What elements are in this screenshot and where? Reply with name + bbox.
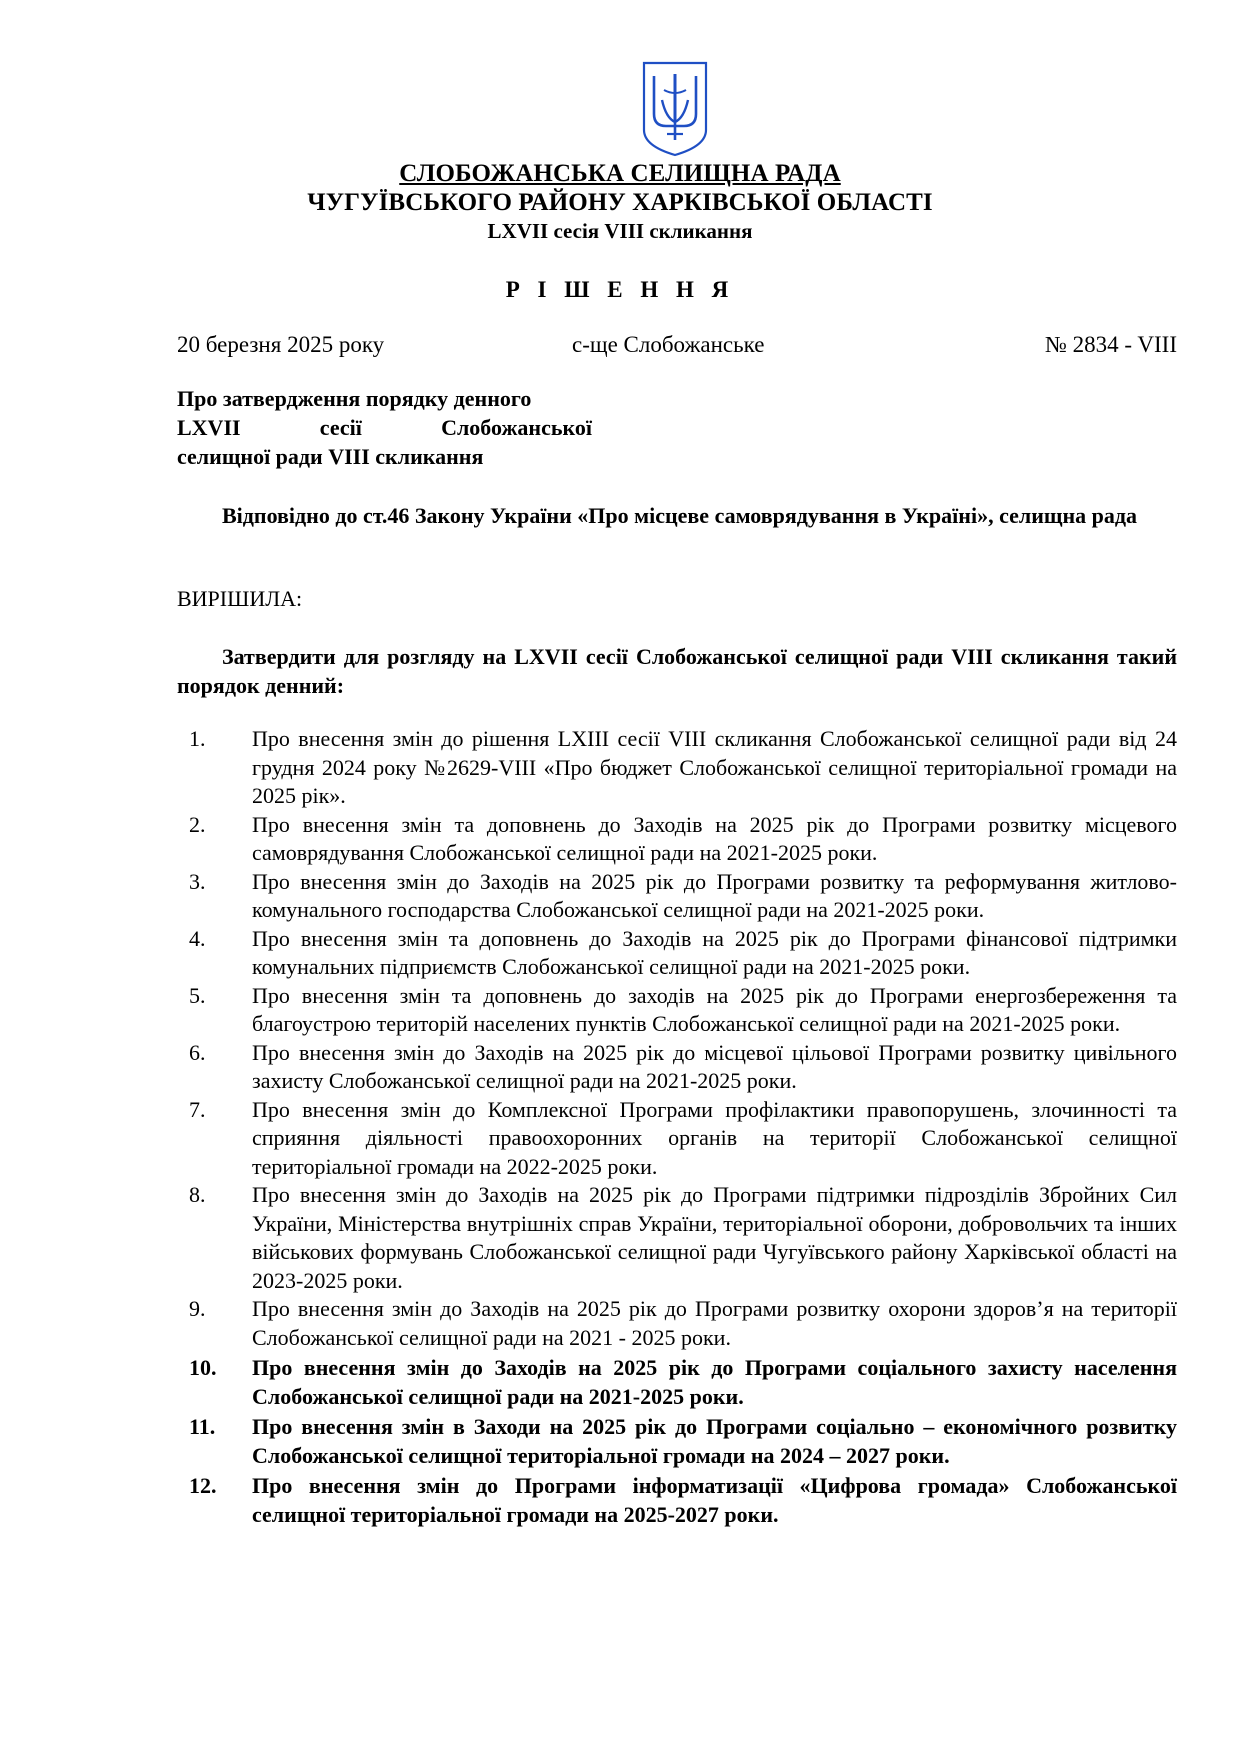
agenda-item [177,725,1177,811]
document-type: Р І Ш Е Н Н Я [505,277,735,302]
subject-line-3: селищної ради VIII скликання [177,444,484,469]
agenda-item [177,1471,1177,1529]
approve-statement: Затвердити для розгляду на LXVII сесії Слобожанської селищної ради VIII скликання такий порядок денний: [177,644,1177,698]
district-name: ЧУГУЇВСЬКОГО РАЙОНУ ХАРКІВСЬКОЇ ОБЛАСТІ [307,189,933,216]
document-date: 20 березня 2025 року [177,332,385,357]
agenda-item-text: Про внесення змін до Програми інформатизації «Цифрова громада» Слобожанської селищної територіальної громади на 2025-2027 роки. [252,1473,1177,1527]
agenda-item-text: Про внесення змін в Заходи на 2025 рік до Програми соціально – економічного розвитку Слобожанської селищної територіальної громади на 2024 – 2027 роки. [252,1414,1177,1468]
agenda-item-text: Про внесення змін до Заходів на 2025 рік до Програми підтримки підрозділів Збройних Сил України, Міністерства внутрішніх справ України, територіальної оборони, добровольчих та інших військових формувань Слобожанської селищної ради Чугуївського району Харківської області на 2023-2025 роки. [252,1182,1177,1293]
agenda-item-number: 6. [189,1039,206,1065]
agenda-item-text: Про внесення змін до Заходів на 2025 рік до місцевої цільової Програми розвитку цивільного захисту Слобожанської селищної ради на 2021-2025 роки. [252,1039,1177,1093]
agenda-item [177,982,1177,1039]
agenda-item-number: 10. [189,1355,217,1380]
agenda-item [177,925,1177,982]
subject-line-1: Про затвердження порядку денного [177,386,532,411]
agenda-item-number: 1. [189,726,206,751]
agenda-item-number: 8. [189,1182,206,1207]
agenda-item-text: Про внесення змін до рішення LXIII сесії VIII скликання Слобожанської селищної ради від 24 грудня 2024 року №2629-VIII «Про бюджет Слобожанської селищної територіальної громади на 2025 рік». [252,726,1177,808]
trident-emblem-icon [640,60,710,158]
document-number: № 2834 - VIII [1044,332,1177,357]
agenda-list [177,725,1177,1529]
agenda-item-text: Про внесення змін та доповнень до Заходів на 2025 рік до Програми фінансової підтримки комунальних підприємств Слобожанської селищної ради на 2021-2025 роки. [252,925,1177,979]
agenda-item [177,811,1177,868]
agenda-item [177,1412,1177,1470]
resolved-heading: ВИРІШИЛА: [177,586,303,611]
agenda-item-text: Про внесення змін до Комплексної Програми профілактики правопорушень, злочинності та сприяння діяльності правоохоронних органів на території Слобожанської селищної територіальної громади на 2022-2025 роки. [252,1096,1177,1179]
agenda-item-number: 11. [189,1414,216,1439]
subject-line-2: LXVII сесії Слобожанської [177,415,592,440]
agenda-item [177,1353,1177,1411]
agenda-item [177,1096,1177,1182]
agenda-item-number: 7. [189,1096,206,1122]
document-place: с-ще Слобожанське [572,332,765,357]
agenda-item [177,1039,1177,1096]
agenda-item-number: 12. [189,1473,217,1498]
document-subject [177,384,592,471]
agenda-item [177,1181,1177,1295]
agenda-item [177,1295,1177,1352]
agenda-item-number: 3. [189,868,206,894]
agenda-item-text: Про внесення змін та доповнень до заходів на 2025 рік до Програми енергозбереження та благоустрою територій населених пунктів Слобожанської селищної ради на 2021-2025 роки. [252,982,1177,1036]
agenda-item-number: 5. [189,982,206,1008]
agenda-item-number: 9. [189,1296,206,1321]
agenda-item-text: Про внесення змін та доповнень до Заходів на 2025 рік до Програми розвитку місцевого самоврядування Слобожанської селищної ради на 2021-2025 роки. [252,811,1177,865]
agenda-item-number: 4. [189,925,206,951]
agenda-item-text: Про внесення змін до Заходів на 2025 рік до Програми соціального захисту населення Слобожанської селищної ради на 2021-2025 роки. [252,1355,1177,1409]
agenda-item-number: 2. [189,811,206,837]
council-name: СЛОБОЖАНСЬКА СЕЛИЩНА РАДА [399,160,841,187]
legal-basis: Відповідно до ст.46 Закону України «Про місцеве самоврядування в Україні», селищна рада [222,503,1137,528]
session-title: LXVII сесія VIII скликання [487,219,753,243]
agenda-item [177,868,1177,925]
agenda-item-text: Про внесення змін до Заходів на 2025 рік до Програми розвитку та реформування житлово-комунального господарства Слобожанської селищної ради на 2021-2025 роки. [252,868,1177,922]
agenda-item-text: Про внесення змін до Заходів на 2025 рік до Програми розвитку охорони здоров’я на території Слобожанської селищної ради на 2021 - 2025 роки. [252,1296,1177,1350]
